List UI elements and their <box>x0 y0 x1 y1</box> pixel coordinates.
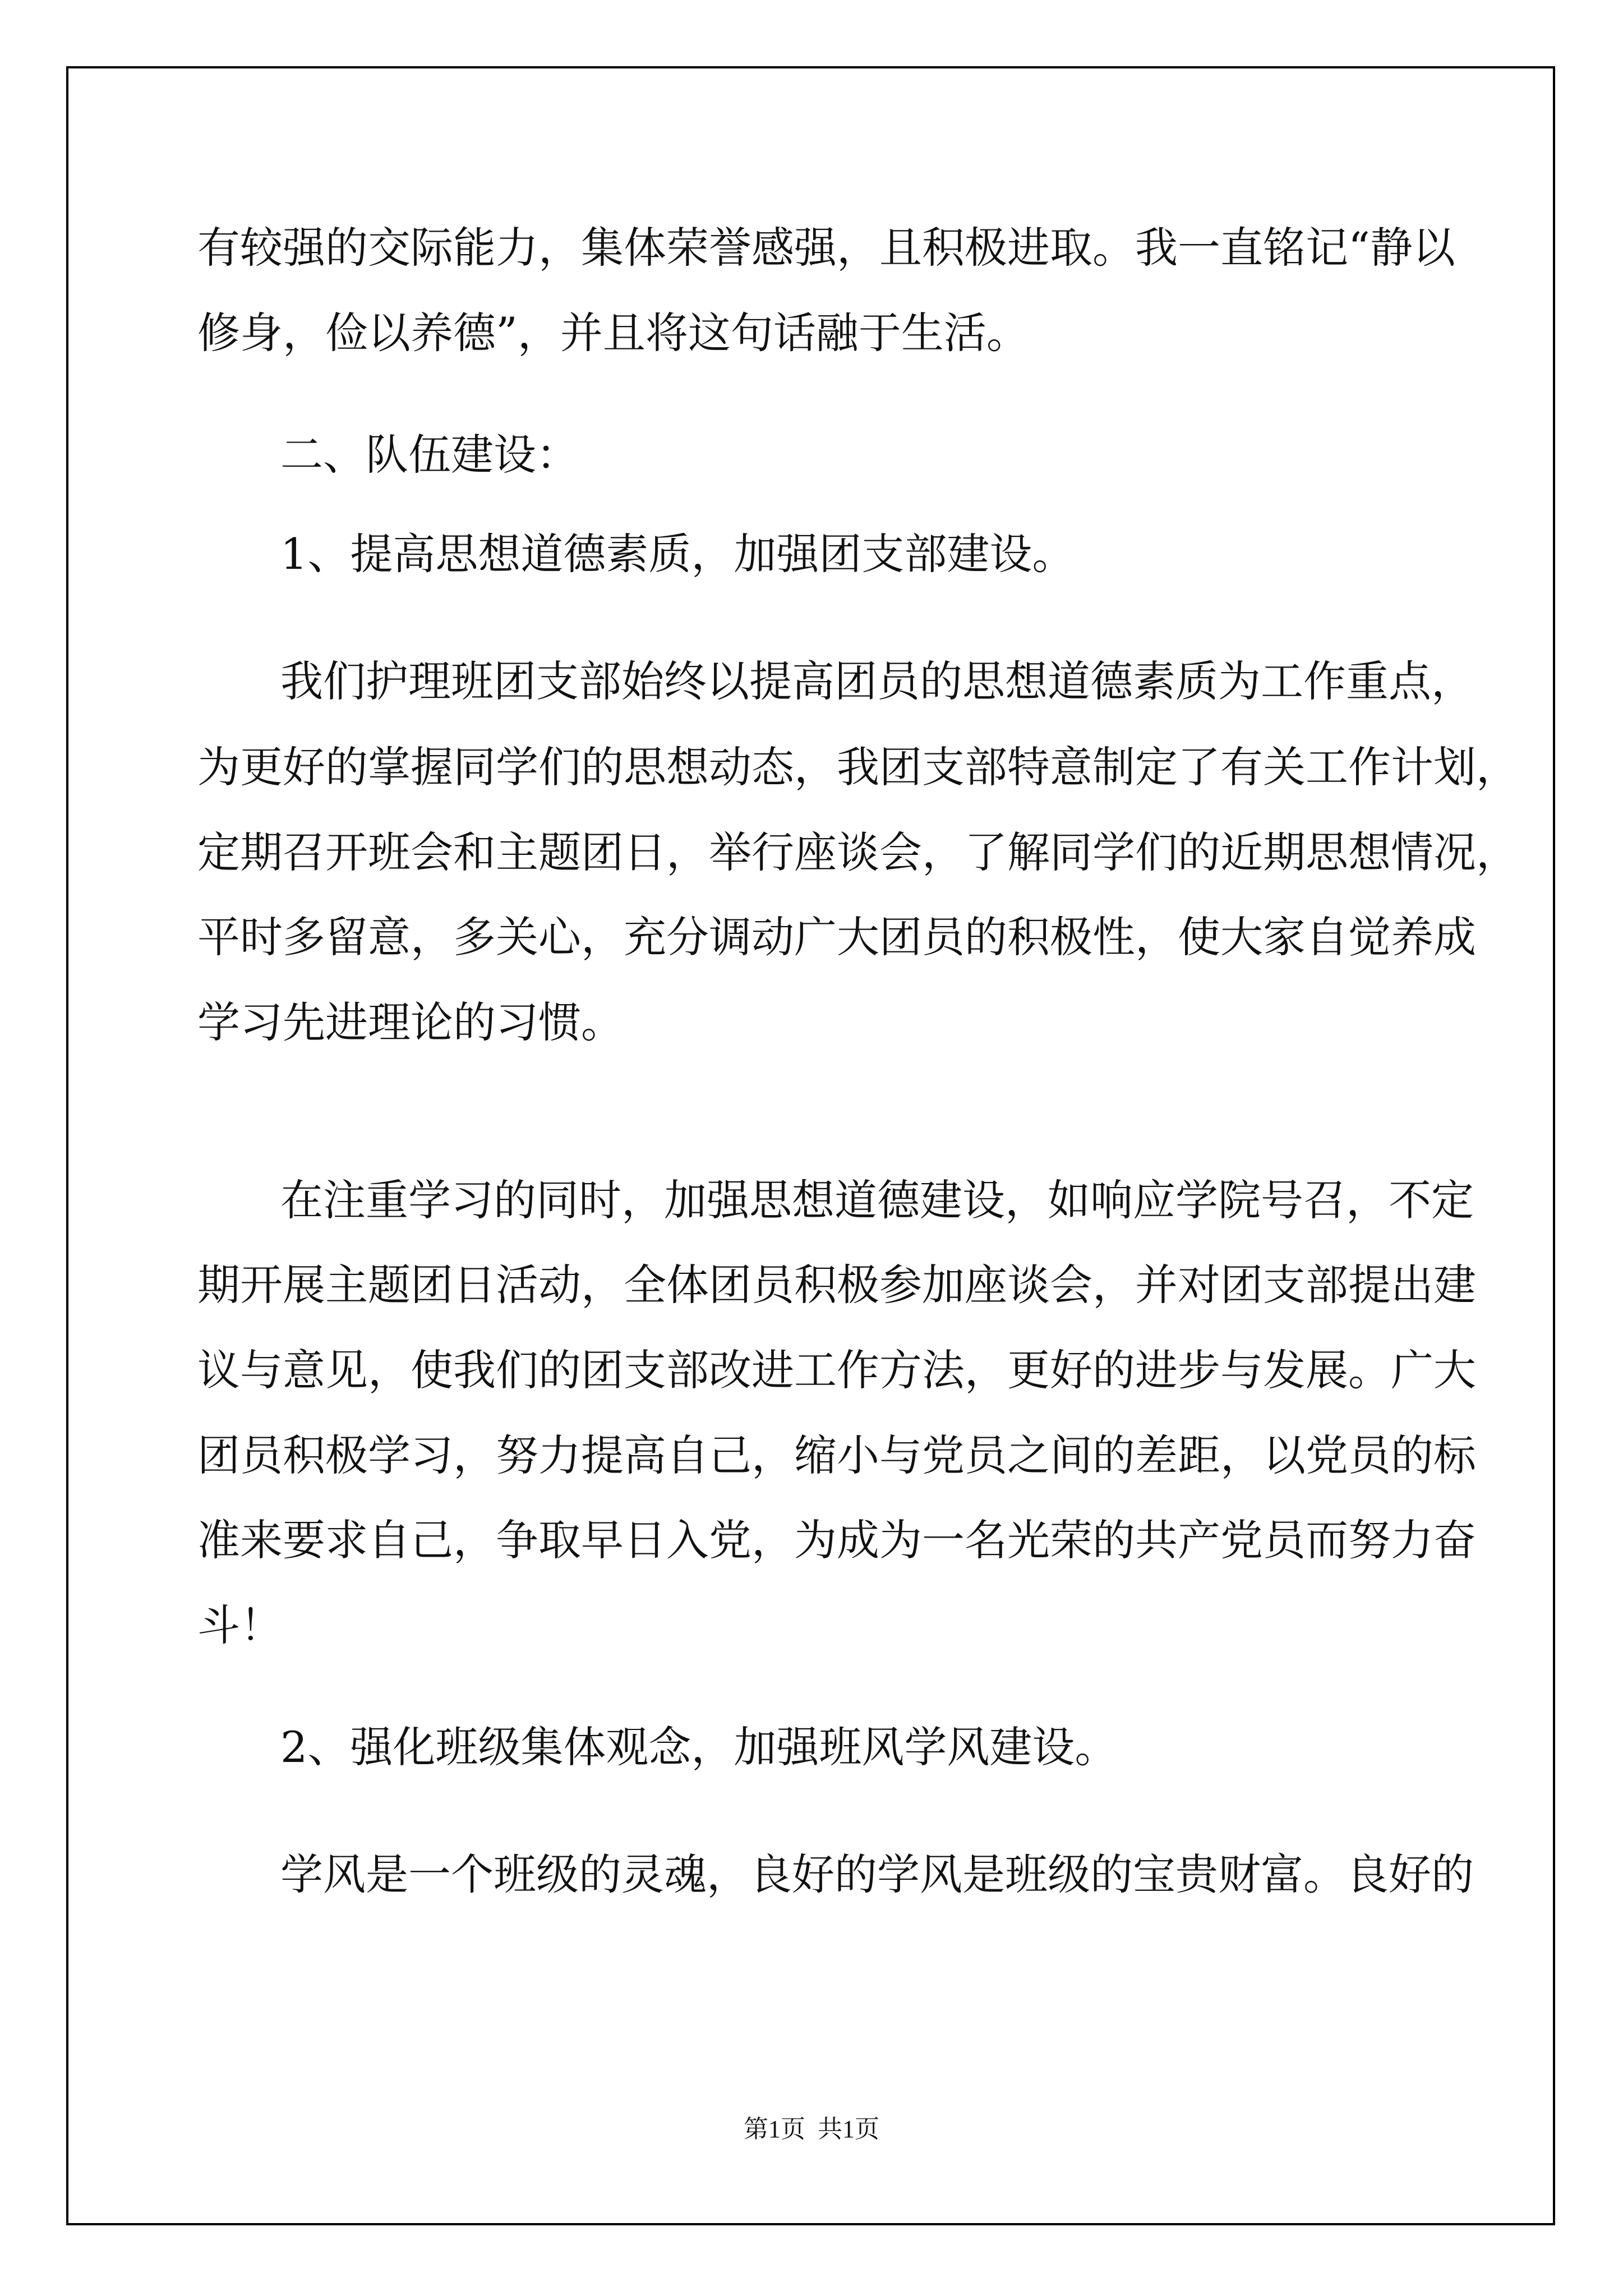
text-line: 团员积极学习，努力提高自己，缩小与党员之间的差距，以党员的标 <box>197 1430 1476 1480</box>
text-line: 准来要求自己，争取早日入党，为成为一名光荣的共产党员而努力奋 <box>197 1515 1476 1565</box>
text-line: 学习先进理论的习惯。 <box>197 997 624 1047</box>
text-line: 学风是一个班级的灵魂，良好的学风是班级的宝贵财富。良好的 <box>280 1849 1474 1899</box>
text-line: 在注重学习的同时，加强思想道德建设，如响应学院号召，不定 <box>280 1175 1474 1225</box>
text-line: 定期召开班会和主题团日，举行座谈会，了解同学们的近期思想情况， <box>197 827 1519 877</box>
page-border <box>66 66 1555 2225</box>
text-line: 有较强的交际能力，集体荣誉感强，且积极进取。我一直铭记“静以 <box>197 223 1455 273</box>
text-line: 为更好的掌握同学们的思想动态，我团支部特意制定了有关工作计划， <box>197 742 1519 792</box>
page-footer: 第1页 共1页 <box>744 2115 879 2143</box>
text-line: 期开展主题团日活动，全体团员积极参加座谈会，并对团支部提出建 <box>197 1260 1476 1310</box>
text-line: 修身，俭以养德”，并且将这句话融于生活。 <box>197 308 1029 358</box>
text-line: 斗！ <box>197 1600 283 1650</box>
subsection-heading: 1、提高思想道德素质，加强团支部建设。 <box>280 529 1075 579</box>
text-line: 议与意见，使我们的团支部改进工作方法，更好的进步与发展。广大 <box>197 1345 1476 1395</box>
subsection-heading: 2、强化班级集体观念，加强班风学风建设。 <box>280 1722 1118 1772</box>
text-line: 我们护理班团支部始终以提高团员的思想道德素质为工作重点， <box>280 656 1474 706</box>
text-line: 平时多留意，多关心，充分调动广大团员的积极性，使大家自觉养成 <box>197 912 1476 962</box>
section-heading: 二、队伍建设： <box>280 430 579 480</box>
